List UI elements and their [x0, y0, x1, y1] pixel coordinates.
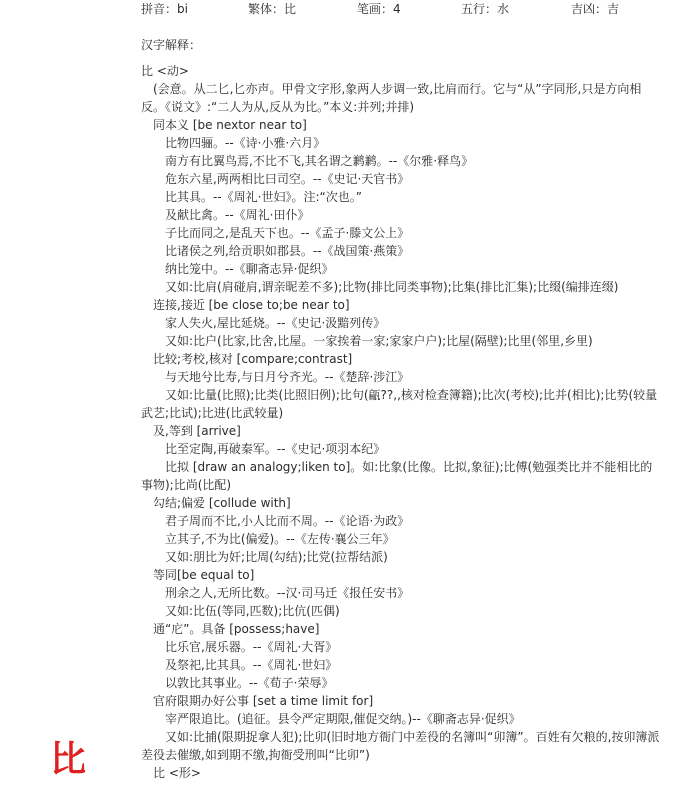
- definition-line: 纳比笼中。--《聊斋志异·促织》: [165, 262, 334, 276]
- definition-line: 同本义 [be nextor near to]: [153, 118, 307, 132]
- definition-line: 又如:比户(比家,比舍,比屋。一家挨着一家;家家户户);比屋(隔壁);比里(邻里,乡里): [165, 334, 593, 348]
- definition-line: 又如:比伍(等同,匹数);比伉(匹偶): [165, 604, 340, 618]
- definition-line: 比 <动>: [141, 64, 189, 78]
- traditional-label: 繁体：比: [248, 2, 297, 16]
- definition-line: 比拟 [draw an analogy;liken to]。如:比象(比像。比拟,象征);比傅(勉强类比并不能相比的事物);比尚(比配): [141, 460, 653, 492]
- definition-line: 等同[be equal to]: [153, 568, 255, 582]
- definition-line: 又如:朋比为奸;比周(勾结);比党(拉帮结派): [165, 550, 388, 564]
- character-meta-row: [141, 0, 671, 18]
- definition-line: 比物四骊。--《诗·小雅·六月》: [165, 136, 326, 150]
- large-character: 比: [50, 738, 87, 780]
- definition-line: 勾结;偏爱 [collude with]: [153, 496, 291, 510]
- jixiong-label: 吉凶：吉: [571, 2, 620, 16]
- definition-line: 宰严限追比。(追征。县令严定期限,催促交纳。)--《聊斋志异·促织》: [165, 712, 521, 726]
- definition-line: 及祭祀,比其具。--《周礼·世妇》: [165, 658, 338, 672]
- definition-content: [141, 62, 661, 782]
- definition-line: 及,等到 [arrive]: [153, 424, 241, 438]
- definition-line: 比其具。--《周礼·世妇》。注:“次也。”: [165, 190, 362, 204]
- definition-line: (会意。从二匕,匕亦声。甲骨文字形,象两人步调一致,比肩而行。它与“从”字同形,只是方向相反。《说文》:“二人为从,反从为比。”本义:并列;并排): [141, 82, 642, 114]
- pinyin-label: 拼音：bi: [141, 2, 188, 16]
- definition-line: 以敦比其事业。--《荀子·荣辱》: [165, 676, 334, 690]
- definition-line: 君子周而不比,小人比而不周。--《论语·为政》: [165, 514, 410, 528]
- definition-line: 官府限期办好公事 [set a time limit for]: [153, 694, 374, 708]
- wuxing-label: 五行：水: [461, 2, 510, 16]
- definition-line: 比诸侯之列,给贡职如郡县。--《战国策·燕策》: [165, 244, 410, 258]
- definition-line: 及献比禽。--《周礼·田仆》: [165, 208, 310, 222]
- definition-line: 又如:比肩(肩碰肩,谓亲昵差不多);比物(排比同类事物);比集(排比汇集);比缀(编排连缀): [165, 280, 619, 294]
- definition-line: 通“庀”。具备 [possess;have]: [153, 622, 320, 636]
- definition-line: 比至定陶,再破秦军。--《史记·项羽本纪》: [165, 442, 386, 456]
- definition-line: 子比而同之,是乱天下也。--《孟子·滕文公上》: [165, 226, 410, 240]
- definition-line: 南方有比翼鸟焉,不比不飞,其名谓之鹣鹣。--《尔雅·释鸟》: [165, 154, 474, 168]
- strokes-label: 笔画：4: [357, 2, 401, 16]
- definition-line: 比较;考校,核对 [compare;contrast]: [153, 352, 353, 366]
- definition-line: 与天地兮比寿,与日月兮齐光。--《楚辞·涉江》: [165, 370, 410, 384]
- section-title: 汉字解释：: [141, 38, 202, 52]
- definition-line: 比 <形>: [153, 766, 201, 780]
- definition-line: 家人失火,屋比延烧。--《史记·汲黯列传》: [165, 316, 386, 330]
- definition-line: 又如:比捕(限期捉拿人犯);比卯(旧时地方衙门中差役的名簿叫“卯簿”。百姓有欠粮的,按卯簿派差役去催缴,如到期不缴,拘衙受刑叫“比卯”): [141, 730, 660, 762]
- definition-line: 又如:比量(比照);比类(比照旧例);比句(甂??,,核对检查簿籍);比次(考校);比并(相比);比势(较量武艺;比试);比进(比武较量): [141, 388, 658, 420]
- definition-line: 危东六星,两两相比曰司空。--《史记·天官书》: [165, 172, 410, 186]
- definition-line: 比乐官,展乐器。--《周礼·大胥》: [165, 640, 338, 654]
- definition-line: 立其子,不为比(偏爱)。--《左传·襄公三年》: [165, 532, 395, 546]
- definition-line: 连接,接近 [be close to;be near to]: [153, 298, 350, 312]
- definition-line: 刑余之人,无所比数。--汉·司马迁《报任安书》: [165, 586, 410, 600]
